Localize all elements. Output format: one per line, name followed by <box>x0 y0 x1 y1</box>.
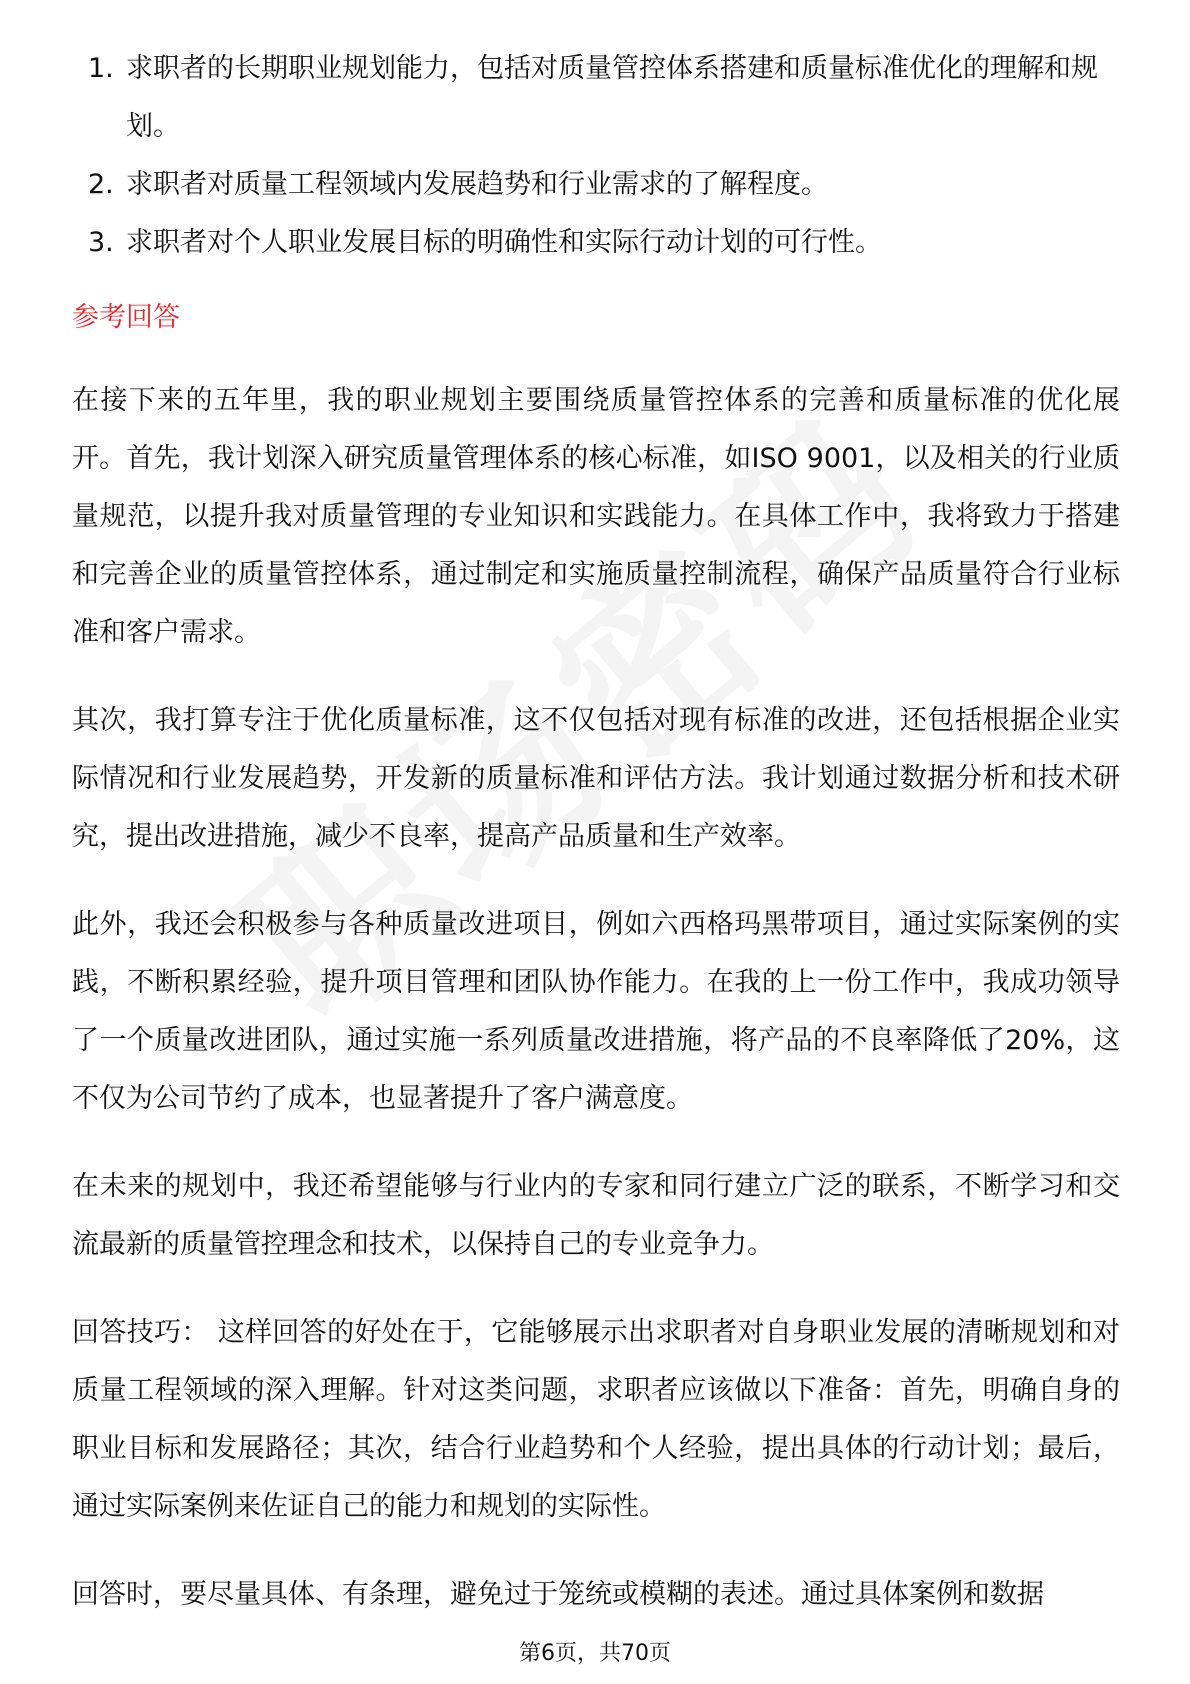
paragraph: 回答时，要尽量具体、有条理，避免过于笼统或模糊的表述。通过具体案例和数据 <box>72 1579 1044 1610</box>
list-number: 3. <box>88 227 114 258</box>
paragraph: 回答技巧： 这样回答的好处在于，它能够展示出求职者对自身职业发展的清晰规划和对质量工程领域的深入理解。针对这类问题，求职者应该做以下准备：首先，明确自身的职业目标和发展路径；其次，结合行业趋势和个人经验，提出具体的行动计划；最后，通过实际案例来佐证自己的能力和规划的实际性。 <box>72 1317 1120 1522</box>
section-heading: 参考回答 <box>72 302 180 333</box>
paragraph: 其次，我打算专注于优化质量标准，这不仅包括对现有标准的改进，还包括根据企业实际情况和行业发展趋势，开发新的质量标准和评估方法。我计划通过数据分析和技术研究，提出改进措施，减少不良率，提高产品质量和生产效率。 <box>72 705 1120 852</box>
paragraph: 此外，我还会积极参与各种质量改进项目，例如六西格玛黑带项目，通过实际案例的实践，不断积累经验，提升项目管理和团队协作能力。在我的上一份工作中，我成功领导了一个质量改进团队，通过实施一系列质量改进措施，将产品的不良率降低了20%，这不仅为公司节约了成本，也显著提升了客户满意度。 <box>72 909 1120 1114</box>
list-item <box>72 156 1120 214</box>
list-item-text: 求职者对个人职业发展目标的明确性和实际行动计划的可行性。 <box>126 227 882 258</box>
list-number: 2. <box>88 169 114 200</box>
page-number-footer: 第6页，共70页 <box>519 1641 671 1666</box>
list-number: 1. <box>88 53 114 84</box>
list-item <box>72 214 1120 272</box>
paragraph: 在接下来的五年里，我的职业规划主要围绕质量管控体系的完善和质量标准的优化展开。首先，我计划深入研究质量管理体系的核心标准，如ISO 9001，以及相关的行业质量规范，以提升我对质量管理的专业知识和实践能力。在具体工作中，我将致力于搭建和完善企业的质量管控体系，通过制定和实施质量控制流程，确保产品质量符合行业标准和客户需求。 <box>72 385 1120 648</box>
list-item <box>72 40 1120 156</box>
page-content <box>72 40 1120 1654</box>
list-item-text: 求职者的长期职业规划能力，包括对质量管控体系搭建和质量标准优化的理解和规划。 <box>126 53 1098 142</box>
list-item-text: 求职者对质量工程领域内发展趋势和行业需求的了解程度。 <box>126 169 828 200</box>
paragraph: 在未来的规划中，我还希望能够与行业内的专家和同行建立广泛的联系，不断学习和交流最新的质量管控理念和技术，以保持自己的专业竞争力。 <box>72 1171 1120 1260</box>
numbered-list <box>72 40 1120 272</box>
